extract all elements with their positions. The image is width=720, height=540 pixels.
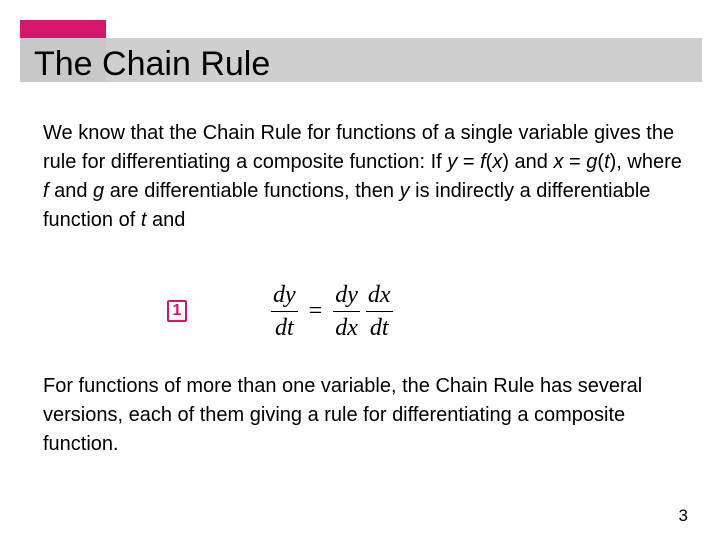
var-y: y — [447, 151, 458, 173]
text-run: ( — [597, 151, 605, 173]
fraction-denominator: dt — [369, 315, 389, 341]
var-y: y — [399, 180, 410, 202]
text-run: We know that the Chain Rule for functions of a single variable gives the rule for differentiating a composite function: If — [43, 122, 675, 173]
var-x: x — [492, 151, 503, 173]
var-f: f — [480, 151, 486, 173]
fraction-dy-dt — [271, 282, 298, 341]
text-run: ), where — [609, 151, 682, 173]
fraction-numerator: dy — [271, 282, 298, 312]
fraction-numerator: dx — [366, 282, 393, 312]
page-number: 3 — [678, 506, 688, 525]
versions-paragraph: For functions of more than one variable, the Chain Rule has several versions, each of them giving a rule for differentiating a composite function. — [43, 375, 643, 455]
text-run: is indirectly a differentiable function of — [43, 180, 651, 231]
fraction-denominator: dx — [335, 315, 358, 341]
equation-number-badge: 1 — [167, 300, 187, 322]
text-run: = — [563, 151, 587, 173]
fraction-denominator: dt — [274, 315, 294, 341]
text-run: ) and — [502, 151, 554, 173]
fraction-dx-dt — [366, 282, 393, 341]
equals-sign: = — [308, 298, 323, 324]
var-g: g — [586, 151, 598, 173]
var-t: t — [604, 151, 610, 173]
chain-rule-formula — [268, 282, 396, 341]
intro-paragraph — [43, 119, 683, 235]
text-run: are differentiable functions, then — [104, 180, 400, 202]
var-x: x — [553, 151, 564, 173]
fraction-dy-dx — [333, 282, 360, 341]
var-f: f — [43, 180, 49, 202]
fraction-numerator: dy — [333, 282, 360, 312]
text-run: and — [48, 180, 94, 202]
slide-title: The Chain Rule — [34, 45, 271, 83]
var-t: t — [140, 209, 147, 231]
var-g: g — [93, 180, 105, 202]
text-run: and — [146, 209, 186, 231]
text-run: = — [457, 151, 481, 173]
text-run: ( — [485, 151, 493, 173]
